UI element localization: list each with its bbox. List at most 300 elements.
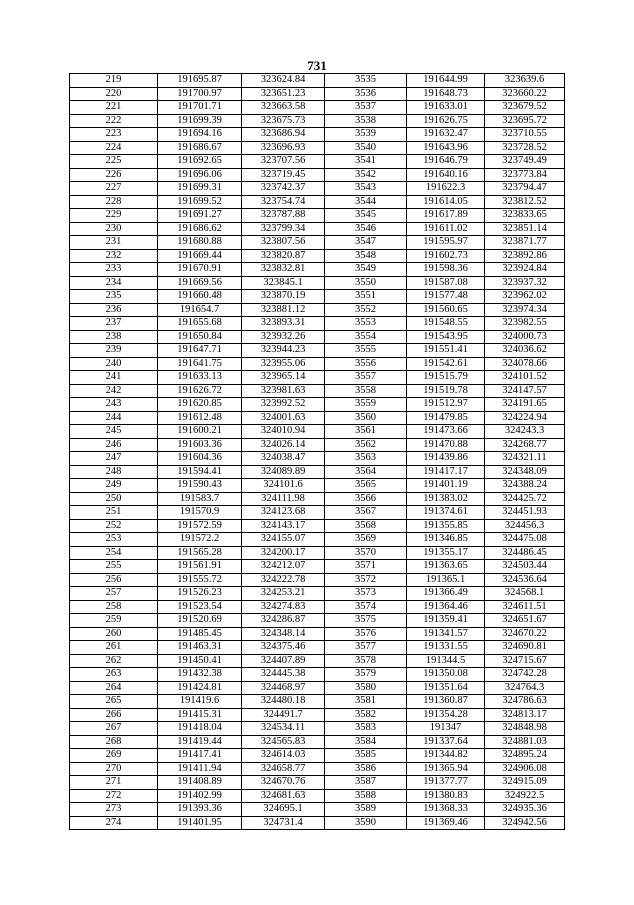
cell-point-number-left: 248	[70, 465, 158, 479]
cell-x-left: 191583.7	[158, 492, 242, 506]
table-row	[70, 803, 565, 817]
cell-x-left: 191402.99	[158, 789, 242, 803]
cell-point-number-right: 3583	[325, 722, 407, 736]
table-row	[70, 749, 565, 763]
cell-y-left: 323992.52	[242, 398, 325, 412]
cell-x-right: 191365.94	[407, 762, 485, 776]
cell-point-number-right: 3571	[325, 560, 407, 574]
cell-x-right: 191633.01	[407, 101, 485, 115]
cell-y-left: 323719.45	[242, 168, 325, 182]
cell-y-left: 323845.1	[242, 276, 325, 290]
cell-x-right: 191595.97	[407, 236, 485, 250]
cell-x-left: 191419.6	[158, 695, 242, 709]
cell-point-number-right: 3565	[325, 479, 407, 493]
cell-point-number-right: 3576	[325, 627, 407, 641]
table-row	[70, 195, 565, 209]
cell-x-left: 191561.91	[158, 560, 242, 574]
cell-point-number-left: 254	[70, 546, 158, 560]
cell-point-number-left: 245	[70, 425, 158, 439]
table-row	[70, 74, 565, 88]
cell-point-number-left: 232	[70, 249, 158, 263]
cell-x-right: 191560.65	[407, 303, 485, 317]
cell-y-left: 323696.93	[242, 141, 325, 155]
table-row	[70, 452, 565, 466]
cell-x-left: 191417.41	[158, 749, 242, 763]
cell-point-number-left: 219	[70, 74, 158, 88]
cell-point-number-left: 239	[70, 344, 158, 358]
cell-point-number-right: 3567	[325, 506, 407, 520]
table-row	[70, 303, 565, 317]
cell-point-number-right: 3573	[325, 587, 407, 601]
cell-y-right: 323833.65	[485, 209, 565, 223]
cell-point-number-left: 261	[70, 641, 158, 655]
cell-x-left: 191612.48	[158, 411, 242, 425]
cell-x-left: 191699.39	[158, 114, 242, 128]
cell-y-right: 323812.52	[485, 195, 565, 209]
cell-y-left: 324534.11	[242, 722, 325, 736]
cell-x-right: 191551.41	[407, 344, 485, 358]
cell-y-right: 324922.5	[485, 789, 565, 803]
table-row	[70, 236, 565, 250]
cell-x-left: 191572.59	[158, 519, 242, 533]
cell-x-left: 191660.48	[158, 290, 242, 304]
cell-point-number-left: 269	[70, 749, 158, 763]
cell-point-number-left: 224	[70, 141, 158, 155]
table-row	[70, 519, 565, 533]
cell-x-right: 191479.85	[407, 411, 485, 425]
table-row	[70, 654, 565, 668]
cell-x-left: 191603.36	[158, 438, 242, 452]
cell-x-right: 191380.83	[407, 789, 485, 803]
cell-x-left: 191604.36	[158, 452, 242, 466]
cell-x-right: 191377.77	[407, 776, 485, 790]
table-row	[70, 533, 565, 547]
table-row	[70, 641, 565, 655]
cell-y-right: 324935.36	[485, 803, 565, 817]
cell-point-number-right: 3561	[325, 425, 407, 439]
cell-y-right: 324611.51	[485, 600, 565, 614]
table-row	[70, 560, 565, 574]
cell-x-left: 191401.95	[158, 816, 242, 830]
cell-y-right: 323794.47	[485, 182, 565, 196]
table-row	[70, 425, 565, 439]
cell-y-left: 323944.23	[242, 344, 325, 358]
cell-point-number-right: 3556	[325, 357, 407, 371]
cell-y-left: 323742.37	[242, 182, 325, 196]
cell-y-left: 324111.98	[242, 492, 325, 506]
table-row	[70, 479, 565, 493]
cell-x-right: 191359.41	[407, 614, 485, 628]
cell-y-left: 323870.19	[242, 290, 325, 304]
cell-x-left: 191411.94	[158, 762, 242, 776]
cell-x-left: 191590.43	[158, 479, 242, 493]
cell-x-left: 191700.97	[158, 87, 242, 101]
cell-y-left: 324407.89	[242, 654, 325, 668]
cell-y-right: 323639.6	[485, 74, 565, 88]
cell-y-right: 324475.08	[485, 533, 565, 547]
cell-y-left: 324731.4	[242, 816, 325, 830]
cell-point-number-left: 268	[70, 735, 158, 749]
cell-x-right: 191519.78	[407, 384, 485, 398]
cell-y-right: 323710.55	[485, 128, 565, 142]
cell-point-number-left: 231	[70, 236, 158, 250]
cell-y-left: 324026.14	[242, 438, 325, 452]
cell-x-left: 191523.54	[158, 600, 242, 614]
cell-point-number-right: 3535	[325, 74, 407, 88]
table-row	[70, 141, 565, 155]
cell-x-right: 191360.87	[407, 695, 485, 709]
cell-x-right: 191632.47	[407, 128, 485, 142]
cell-point-number-left: 247	[70, 452, 158, 466]
cell-x-left: 191424.81	[158, 681, 242, 695]
cell-point-number-right: 3538	[325, 114, 407, 128]
cell-point-number-right: 3570	[325, 546, 407, 560]
cell-x-left: 191686.67	[158, 141, 242, 155]
cell-y-right: 324268.77	[485, 438, 565, 452]
cell-y-left: 324222.78	[242, 573, 325, 587]
cell-y-right: 323749.49	[485, 155, 565, 169]
cell-x-right: 191344.5	[407, 654, 485, 668]
cell-y-right: 324101.52	[485, 371, 565, 385]
cell-point-number-right: 3559	[325, 398, 407, 412]
cell-x-right: 191470.88	[407, 438, 485, 452]
cell-point-number-left: 270	[70, 762, 158, 776]
table-row	[70, 695, 565, 709]
table-row	[70, 465, 565, 479]
cell-y-left: 323893.31	[242, 317, 325, 331]
cell-x-left: 191600.21	[158, 425, 242, 439]
cell-point-number-right: 3582	[325, 708, 407, 722]
table-row	[70, 681, 565, 695]
cell-y-left: 323965.14	[242, 371, 325, 385]
cell-y-left: 323799.34	[242, 222, 325, 236]
cell-y-left: 323820.87	[242, 249, 325, 263]
table-row	[70, 384, 565, 398]
cell-y-left: 324480.18	[242, 695, 325, 709]
cell-point-number-left: 259	[70, 614, 158, 628]
cell-y-left: 324123.68	[242, 506, 325, 520]
cell-y-right: 324670.22	[485, 627, 565, 641]
cell-point-number-left: 222	[70, 114, 158, 128]
cell-point-number-left: 235	[70, 290, 158, 304]
table-row	[70, 573, 565, 587]
cell-x-left: 191450.41	[158, 654, 242, 668]
cell-y-left: 324200.17	[242, 546, 325, 560]
cell-y-left: 324445.38	[242, 668, 325, 682]
cell-x-right: 191598.36	[407, 263, 485, 277]
cell-y-right: 324147.57	[485, 384, 565, 398]
cell-point-number-left: 240	[70, 357, 158, 371]
cell-x-right: 191337.64	[407, 735, 485, 749]
cell-point-number-left: 273	[70, 803, 158, 817]
cell-point-number-left: 243	[70, 398, 158, 412]
cell-point-number-right: 3562	[325, 438, 407, 452]
cell-x-right: 191542.61	[407, 357, 485, 371]
cell-x-left: 191691.27	[158, 209, 242, 223]
cell-y-left: 323754.74	[242, 195, 325, 209]
cell-y-left: 324670.76	[242, 776, 325, 790]
cell-x-right: 191350.08	[407, 668, 485, 682]
table-row	[70, 735, 565, 749]
cell-y-left: 323686.94	[242, 128, 325, 142]
cell-x-right: 191344.82	[407, 749, 485, 763]
cell-x-left: 191655.68	[158, 317, 242, 331]
cell-x-right: 191364.46	[407, 600, 485, 614]
cell-y-right: 323851.14	[485, 222, 565, 236]
cell-x-right: 191439.86	[407, 452, 485, 466]
cell-x-right: 191602.73	[407, 249, 485, 263]
cell-y-left: 324253.21	[242, 587, 325, 601]
cell-point-number-right: 3541	[325, 155, 407, 169]
cell-y-right: 323937.32	[485, 276, 565, 290]
cell-point-number-right: 3542	[325, 168, 407, 182]
cell-x-left: 191570.9	[158, 506, 242, 520]
table-row	[70, 209, 565, 223]
cell-y-left: 324348.14	[242, 627, 325, 641]
table-row	[70, 587, 565, 601]
cell-point-number-left: 267	[70, 722, 158, 736]
cell-y-right: 324486.45	[485, 546, 565, 560]
cell-x-left: 191485.45	[158, 627, 242, 641]
cell-point-number-left: 229	[70, 209, 158, 223]
cell-x-right: 191355.17	[407, 546, 485, 560]
table-row	[70, 411, 565, 425]
cell-point-number-left: 250	[70, 492, 158, 506]
cell-point-number-right: 3587	[325, 776, 407, 790]
cell-y-right: 324224.94	[485, 411, 565, 425]
table-row	[70, 708, 565, 722]
cell-x-left: 191572.2	[158, 533, 242, 547]
cell-x-left: 191692.65	[158, 155, 242, 169]
cell-point-number-left: 228	[70, 195, 158, 209]
cell-x-right: 191383.02	[407, 492, 485, 506]
cell-x-left: 191647.71	[158, 344, 242, 358]
table-row	[70, 87, 565, 101]
cell-point-number-left: 257	[70, 587, 158, 601]
cell-point-number-right: 3553	[325, 317, 407, 331]
cell-x-right: 191346.85	[407, 533, 485, 547]
cell-y-left: 323807.56	[242, 236, 325, 250]
cell-point-number-left: 251	[70, 506, 158, 520]
cell-x-right: 191341.57	[407, 627, 485, 641]
cell-point-number-right: 3575	[325, 614, 407, 628]
cell-y-left: 324681.63	[242, 789, 325, 803]
cell-x-right: 191473.66	[407, 425, 485, 439]
cell-point-number-left: 271	[70, 776, 158, 790]
cell-x-left: 191418.04	[158, 722, 242, 736]
cell-point-number-right: 3569	[325, 533, 407, 547]
cell-point-number-right: 3545	[325, 209, 407, 223]
cell-y-right: 324813.17	[485, 708, 565, 722]
cell-y-left: 323832.81	[242, 263, 325, 277]
cell-point-number-left: 246	[70, 438, 158, 452]
cell-x-left: 191555.72	[158, 573, 242, 587]
table-row	[70, 546, 565, 560]
cell-x-right: 191515.79	[407, 371, 485, 385]
cell-x-left: 191594.41	[158, 465, 242, 479]
cell-point-number-right: 3579	[325, 668, 407, 682]
cell-x-left: 191696.06	[158, 168, 242, 182]
table-row	[70, 762, 565, 776]
coordinates-table	[69, 73, 565, 830]
cell-point-number-right: 3580	[325, 681, 407, 695]
cell-y-left: 324468.97	[242, 681, 325, 695]
cell-point-number-right: 3554	[325, 330, 407, 344]
table-row	[70, 371, 565, 385]
cell-x-right: 191354.28	[407, 708, 485, 722]
cell-y-right: 324915.09	[485, 776, 565, 790]
cell-x-right: 191577.48	[407, 290, 485, 304]
cell-point-number-left: 221	[70, 101, 158, 115]
table-row	[70, 398, 565, 412]
cell-y-left: 323881.12	[242, 303, 325, 317]
cell-x-right: 191366.49	[407, 587, 485, 601]
cell-y-right: 324036.62	[485, 344, 565, 358]
cell-y-right: 324742.28	[485, 668, 565, 682]
cell-point-number-right: 3557	[325, 371, 407, 385]
cell-y-left: 323981.63	[242, 384, 325, 398]
cell-point-number-right: 3574	[325, 600, 407, 614]
cell-point-number-left: 272	[70, 789, 158, 803]
cell-x-left: 191408.89	[158, 776, 242, 790]
cell-point-number-right: 3578	[325, 654, 407, 668]
cell-x-left: 191419.44	[158, 735, 242, 749]
cell-y-right: 324536.64	[485, 573, 565, 587]
cell-y-left: 324274.83	[242, 600, 325, 614]
table-row	[70, 330, 565, 344]
cell-x-left: 191415.31	[158, 708, 242, 722]
table-row	[70, 128, 565, 142]
cell-x-left: 191669.56	[158, 276, 242, 290]
cell-point-number-left: 258	[70, 600, 158, 614]
cell-y-right: 324191.65	[485, 398, 565, 412]
cell-y-left: 323955.06	[242, 357, 325, 371]
cell-point-number-right: 3589	[325, 803, 407, 817]
cell-point-number-right: 3547	[325, 236, 407, 250]
cell-y-left: 324565.83	[242, 735, 325, 749]
cell-x-right: 191363.65	[407, 560, 485, 574]
cell-y-right: 324388.24	[485, 479, 565, 493]
cell-x-right: 191644.99	[407, 74, 485, 88]
cell-y-left: 324491.7	[242, 708, 325, 722]
cell-y-right: 323924.84	[485, 263, 565, 277]
cell-x-left: 191432.38	[158, 668, 242, 682]
cell-x-left: 191670.91	[158, 263, 242, 277]
cell-x-right: 191648.73	[407, 87, 485, 101]
table-row	[70, 114, 565, 128]
cell-point-number-right: 3550	[325, 276, 407, 290]
cell-y-right: 324848.98	[485, 722, 565, 736]
cell-point-number-left: 266	[70, 708, 158, 722]
cell-y-right: 323962.02	[485, 290, 565, 304]
table-row	[70, 182, 565, 196]
table-row	[70, 101, 565, 115]
cell-y-right: 324451.93	[485, 506, 565, 520]
cell-x-left: 191565.28	[158, 546, 242, 560]
table-row	[70, 627, 565, 641]
cell-point-number-right: 3590	[325, 816, 407, 830]
cell-point-number-right: 3551	[325, 290, 407, 304]
cell-point-number-left: 227	[70, 182, 158, 196]
cell-y-left: 324212.07	[242, 560, 325, 574]
cell-x-left: 191650.84	[158, 330, 242, 344]
cell-y-left: 323624.84	[242, 74, 325, 88]
cell-point-number-left: 252	[70, 519, 158, 533]
cell-point-number-left: 241	[70, 371, 158, 385]
cell-y-right: 324568.1	[485, 587, 565, 601]
table-row	[70, 816, 565, 830]
page-number: 731	[307, 58, 327, 73]
cell-y-left: 324143.17	[242, 519, 325, 533]
cell-x-left: 191694.16	[158, 128, 242, 142]
table-row	[70, 600, 565, 614]
cell-point-number-right: 3552	[325, 303, 407, 317]
cell-point-number-right: 3581	[325, 695, 407, 709]
cell-x-right: 191646.79	[407, 155, 485, 169]
table-row	[70, 249, 565, 263]
cell-x-left: 191620.85	[158, 398, 242, 412]
cell-x-right: 191643.96	[407, 141, 485, 155]
cell-y-left: 324038.47	[242, 452, 325, 466]
cell-x-right: 191401.19	[407, 479, 485, 493]
table-row	[70, 492, 565, 506]
cell-y-right: 323695.72	[485, 114, 565, 128]
cell-x-right: 191626.75	[407, 114, 485, 128]
cell-y-right: 324651.67	[485, 614, 565, 628]
cell-y-right: 324895.24	[485, 749, 565, 763]
cell-point-number-left: 264	[70, 681, 158, 695]
cell-x-right: 191369.46	[407, 816, 485, 830]
cell-point-number-left: 260	[70, 627, 158, 641]
table-row	[70, 222, 565, 236]
cell-y-left: 323675.73	[242, 114, 325, 128]
cell-point-number-left: 238	[70, 330, 158, 344]
cell-point-number-left: 249	[70, 479, 158, 493]
cell-x-left: 191680.88	[158, 236, 242, 250]
cell-point-number-right: 3536	[325, 87, 407, 101]
cell-point-number-right: 3564	[325, 465, 407, 479]
cell-y-left: 324010.94	[242, 425, 325, 439]
cell-point-number-right: 3548	[325, 249, 407, 263]
cell-y-right: 324786.63	[485, 695, 565, 709]
cell-x-right: 191611.02	[407, 222, 485, 236]
cell-x-left: 191695.87	[158, 74, 242, 88]
table-row	[70, 357, 565, 371]
cell-point-number-left: 244	[70, 411, 158, 425]
cell-point-number-left: 242	[70, 384, 158, 398]
cell-y-right: 324425.72	[485, 492, 565, 506]
cell-y-left: 324089.89	[242, 465, 325, 479]
cell-point-number-right: 3537	[325, 101, 407, 115]
cell-point-number-right: 3588	[325, 789, 407, 803]
cell-x-left: 191526.23	[158, 587, 242, 601]
cell-point-number-left: 226	[70, 168, 158, 182]
cell-y-right: 323728.52	[485, 141, 565, 155]
table-row	[70, 789, 565, 803]
table-row	[70, 155, 565, 169]
cell-x-right: 191543.95	[407, 330, 485, 344]
cell-y-left: 324155.07	[242, 533, 325, 547]
cell-x-right: 191331.55	[407, 641, 485, 655]
cell-y-left: 323787.88	[242, 209, 325, 223]
cell-point-number-left: 255	[70, 560, 158, 574]
cell-x-right: 191417.17	[407, 465, 485, 479]
cell-y-right: 324690.81	[485, 641, 565, 655]
cell-x-left: 191641.75	[158, 357, 242, 371]
cell-x-left: 191669.44	[158, 249, 242, 263]
table-row	[70, 168, 565, 182]
cell-y-left: 324695.1	[242, 803, 325, 817]
